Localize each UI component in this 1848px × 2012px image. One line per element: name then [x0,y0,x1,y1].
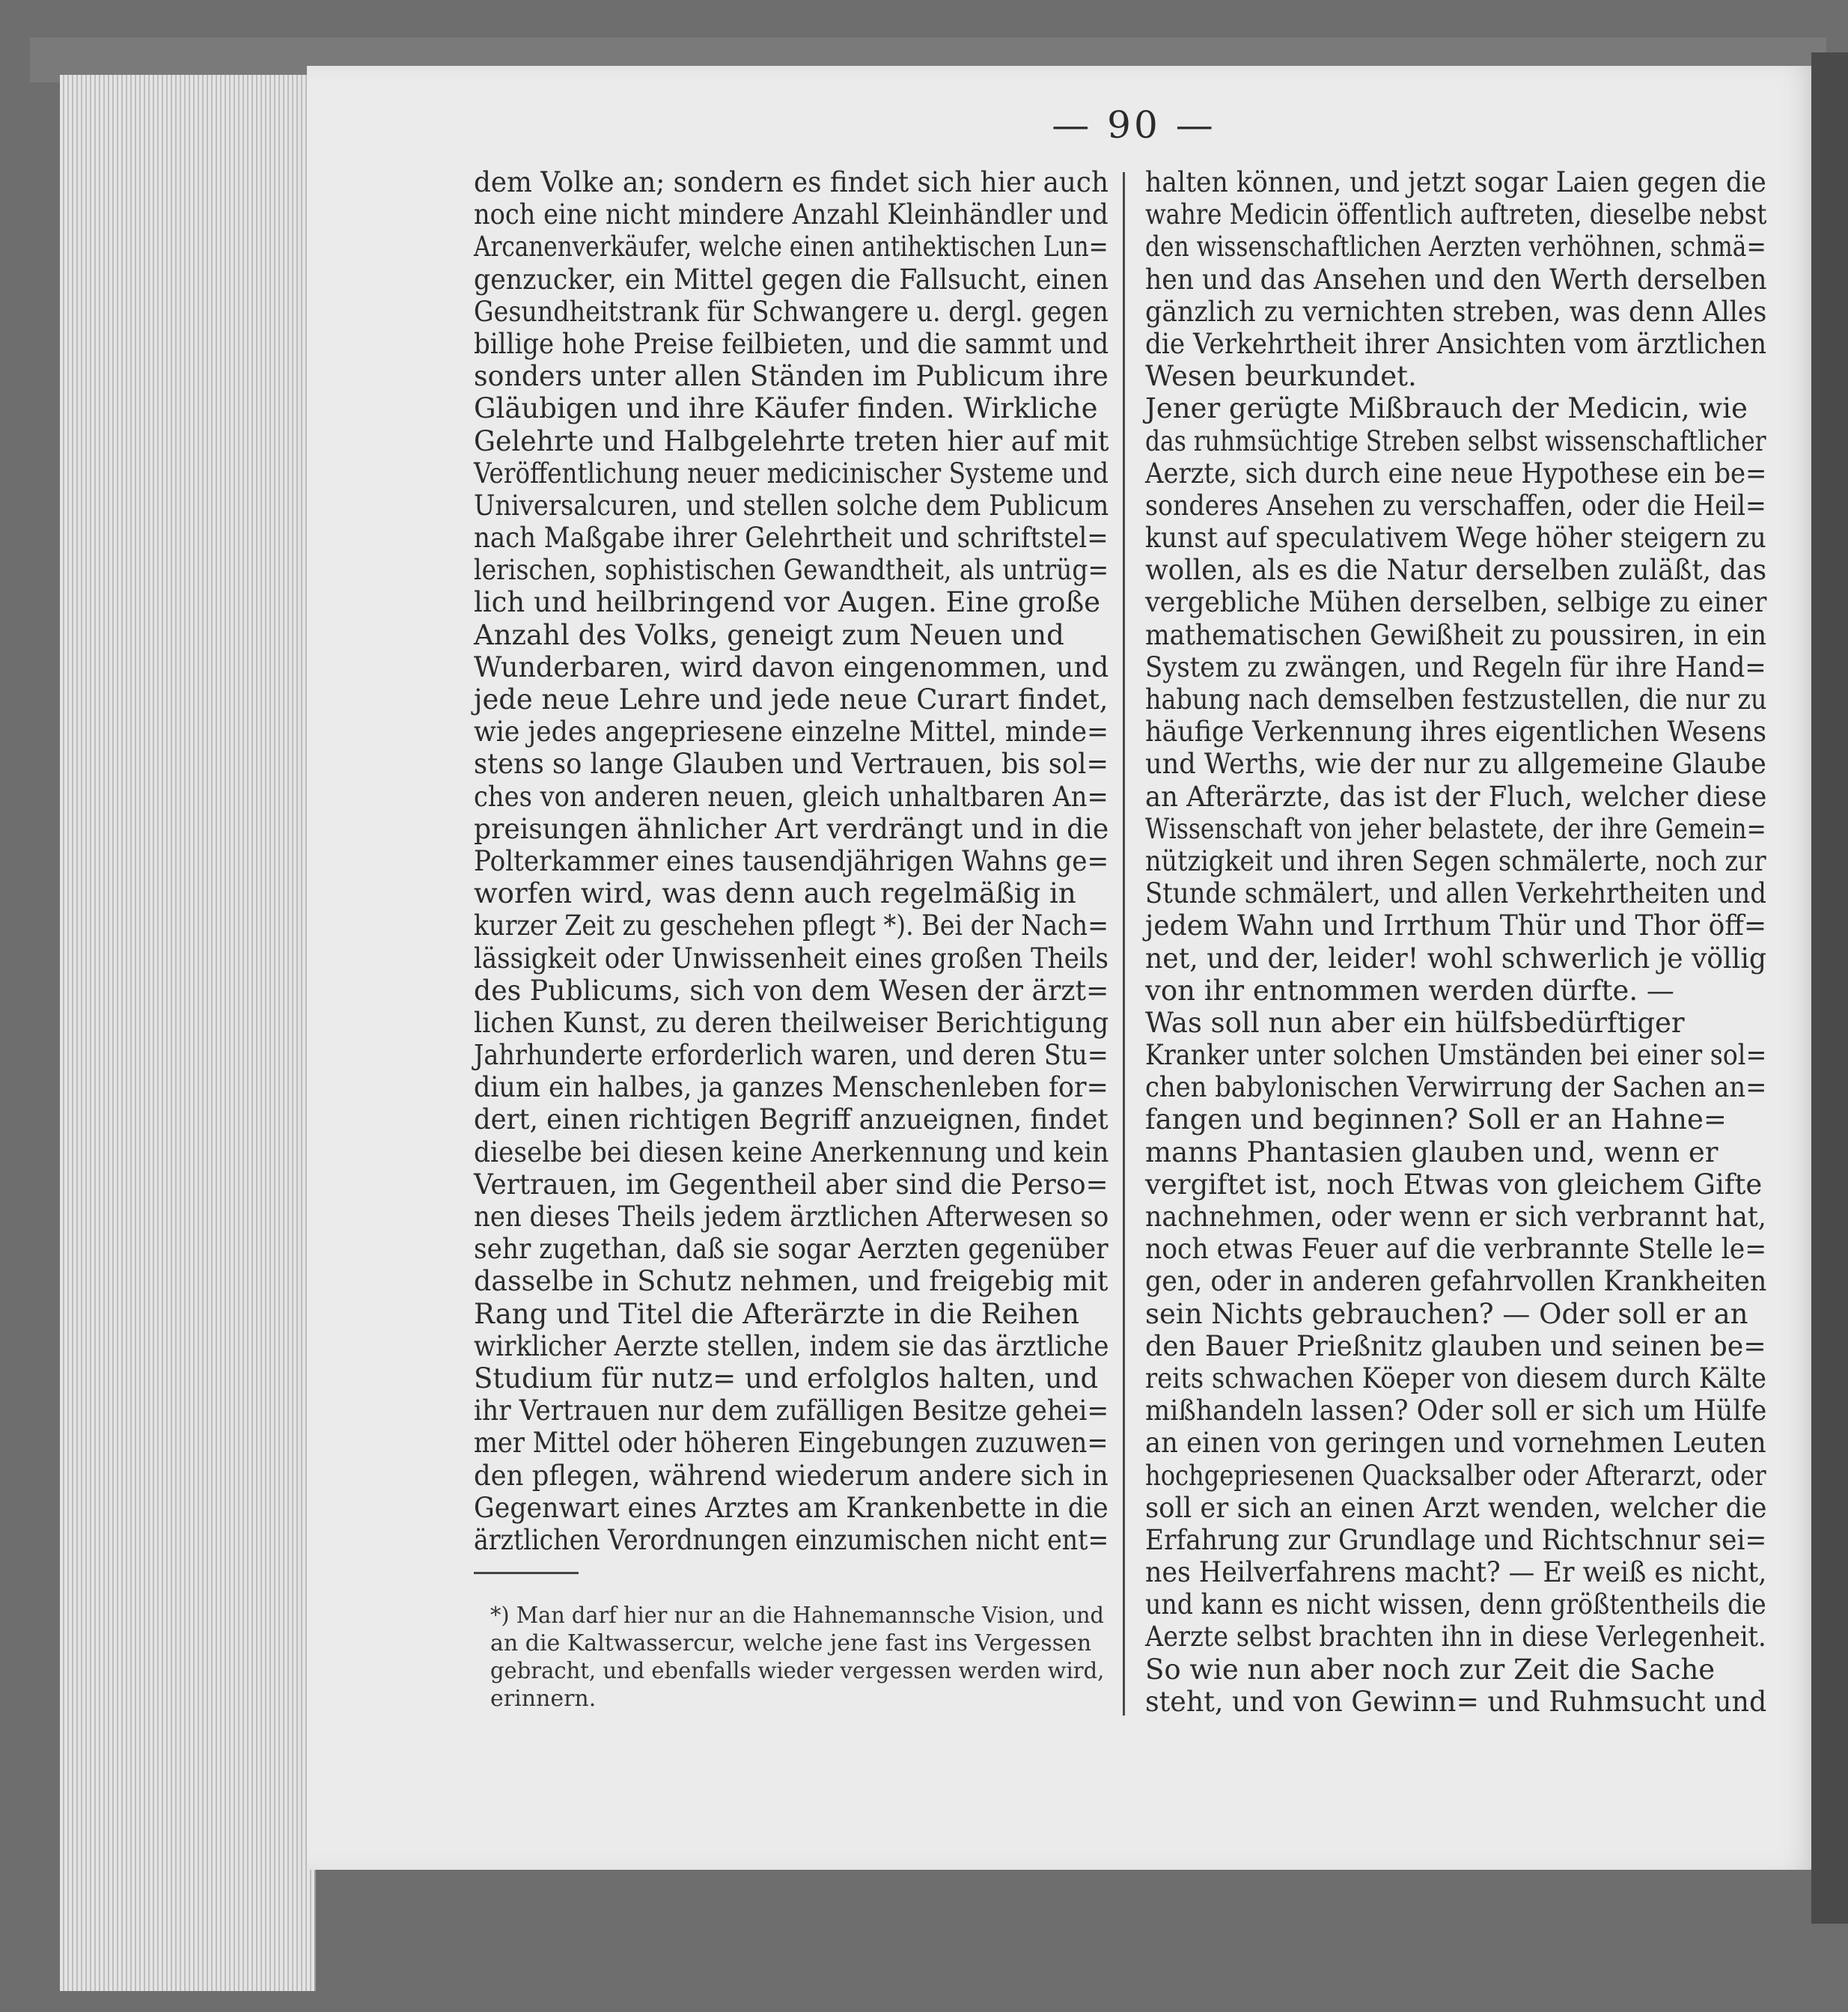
text-line: Stunde schmälert, und allen Verkehrtheiten und [1145,877,1766,910]
text-line: Gesundheitstrank für Schwangere u. dergl. gegen [474,295,1109,328]
text-line: vergiftet ist, noch Etwas von gleichem Gifte [1145,1168,1763,1201]
text-line: gebracht, und ebenfalls wieder vergessen werden wird, [490,1658,1105,1684]
text-line: nachnehmen, oder wenn er sich verbrannt hat, [1145,1201,1766,1233]
text-line: genzucker, ein Mittel gegen die Fallsucht, einen [474,263,1109,296]
text-line: Jahrhunderte erforderlich waren, und deren Stu= [474,1039,1109,1072]
text-line: System zu zwängen, und Regeln für ihre Hand= [1145,650,1766,683]
text-line: dasselbe in Schutz nehmen, und freigebig mit [474,1265,1109,1298]
footnote [490,1602,1104,1713]
text-line: wie jedes angepriesene einzelne Mittel, minde= [474,716,1109,749]
text-line: Studium für nutz= und erfolglos halten, und [474,1362,1099,1394]
text-line: Gegenwart eines Arztes am Krankenbette in die [474,1491,1109,1524]
text-line: sonderes Ansehen zu verschaffen, oder die Heil= [1145,489,1766,522]
text-line: lerischen, sophistischen Gewandtheit, als untrüg= [474,554,1109,587]
binding-gutter [1811,52,1848,1924]
text-line: Rang und Titel die Afterärzte in die Reihen [474,1297,1079,1330]
text-line: Was soll nun aber ein hülfsbedürftiger [1145,1006,1685,1039]
page-number: — 90 — [1052,103,1216,147]
text-line: Erfahrung zur Grundlage und Richtschnur sei= [1145,1523,1767,1556]
text-line: an einen von geringen und vornehmen Leuten [1145,1427,1766,1460]
text-line: hen und das Ansehen und den Werth derselben [1145,263,1767,296]
text-line: das ruhmsüchtige Streben selbst wissenschaftlicher [1145,424,1766,457]
text-line: sehr zugethan, daß sie sogar Aerzten gegenüber [474,1233,1109,1266]
text-line: Aerzte selbst brachten ihn in diese Verlegenheit. [1145,1621,1766,1653]
text-line: Universalcuren, und stellen solche dem Publicum [474,489,1109,522]
text-line: kunst auf speculativem Wege höher steigern zu [1145,522,1766,555]
text-line: sein Nichts gebrauchen? — Oder soll er an [1145,1297,1748,1330]
text-line: wahre Medicin öffentlich auftreten, dieselbe nebst [1145,198,1767,231]
text-line: manns Phantasien glauben und, wenn er [1145,1135,1719,1168]
text-line: mathematischen Gewißheit zu poussiren, in ein [1145,618,1767,651]
text-line: Wunderbaren, wird davon eingenommen, und [474,650,1109,683]
text-line: lich und heilbringend vor Augen. Eine große [474,586,1101,619]
text-line: noch eine nicht mindere Anzahl Kleinhändler und [474,198,1109,231]
text-line: jedem Wahn und Irrthum Thür und Thor öff= [1145,909,1767,942]
text-line: noch etwas Feuer auf die verbrannte Stelle le= [1145,1233,1767,1266]
text-line: Jener gerügte Mißbrauch der Medicin, wie [1145,392,1748,425]
stacked-page-edges [60,75,316,1991]
text-line: dem Volke an; sondern es findet sich hier auch [474,166,1109,198]
text-line: habung nach demselben festzustellen, die nur zu [1145,683,1767,716]
text-line: ches von anderen neuen, gleich unhaltbaren An= [474,780,1109,813]
text-line: von ihr entnommen werden dürfte. — [1145,974,1674,1007]
text-line: preisungen ähnlicher Art verdrängt und in die [474,812,1109,845]
text-line: dert, einen richtigen Begriff anzueignen, findet [474,1103,1109,1136]
text-line: wirklicher Aerzte stellen, indem sie das ärztliche [474,1329,1109,1362]
text-line: lässigkeit oder Unwissenheit eines großen Theils [474,942,1109,975]
column-divider [1123,172,1125,1716]
text-line: den Bauer Prießnitz glauben und seinen be= [1145,1329,1766,1362]
text-line: an Afterärzte, das ist der Fluch, welcher diese [1145,780,1767,813]
text-line: ärztlichen Verordnungen einzumischen nicht ent= [474,1523,1109,1556]
text-line: Anzahl des Volks, geneigt zum Neuen und [474,618,1064,651]
text-line: chen babylonischen Verwirrung der Sachen an= [1145,1071,1767,1104]
text-line: Gläubigen und ihre Käufer finden. Wirkliche [474,392,1098,425]
text-line: billige hohe Preise feilbieten, und die sammt und [474,327,1109,360]
text-line: Veröffentlichung neuer medicinischer Systeme und [474,457,1109,490]
text-line: ihr Vertrauen nur dem zufälligen Besitze gehei= [474,1394,1109,1427]
left-text-column [474,166,1109,1556]
text-line: Gelehrte und Halbgelehrte treten hier auf mit [474,424,1109,457]
right-text-column [1145,166,1766,1718]
text-line: nen dieses Theils jedem ärztlichen Afterwesen so [474,1201,1109,1233]
text-line: mer Mittel oder höheren Eingebungen zuzuwen= [474,1427,1109,1460]
text-line: stens so lange Glauben und Vertrauen, bis sol= [474,748,1109,781]
text-line: gänzlich zu vernichten streben, was denn Alles [1145,295,1767,328]
text-line: Kranker unter solchen Umständen bei einer sol= [1145,1039,1767,1072]
text-line: gen, oder in anderen gefahrvollen Krankheiten [1145,1265,1767,1298]
footnote-rule [474,1572,579,1574]
text-line: Vertrauen, im Gegentheil aber sind die Perso= [474,1168,1109,1201]
text-line: fangen und beginnen? Soll er an Hahne= [1145,1103,1727,1136]
text-line: soll er sich an einen Arzt wenden, welcher die [1145,1491,1767,1524]
text-line: nes Heilverfahrens macht? — Er weiß es nicht, [1145,1556,1767,1589]
text-line: halten können, und jetzt sogar Laien gegen die [1145,166,1766,198]
text-line: lichen Kunst, zu deren theilweiser Berichtigung [474,1006,1109,1039]
text-line: dium ein halbes, ja ganzes Menschenleben for= [474,1071,1109,1104]
text-line: Arcanenverkäufer, welche einen antihektischen Lun= [474,231,1109,263]
text-line: Wesen beurkundet. [1145,360,1417,393]
text-line: worfen wird, was denn auch regelmäßig in [474,877,1076,910]
text-line: Polterkammer eines tausendjährigen Wahns ge= [474,844,1109,877]
text-line: und Werths, wie der nur zu allgemeine Glaube [1145,748,1766,781]
text-line: dieselbe bei diesen keine Anerkennung und kein [474,1135,1109,1168]
text-line: So wie nun aber noch zur Zeit die Sache [1145,1653,1716,1686]
text-line: Aerzte, sich durch eine neue Hypothese ein be= [1145,457,1767,490]
text-line: vergebliche Mühen derselben, selbige zu einer [1145,586,1767,619]
text-line: häufige Verkennung ihres eigentlichen Wesens [1145,716,1767,749]
text-line: an die Kaltwassercur, welche jene fast ins Vergessen [490,1630,1092,1656]
text-line: sonders unter allen Ständen im Publicum ihre [474,360,1109,393]
text-line: jede neue Lehre und jede neue Curart findet, [474,683,1109,716]
text-line: und kann es nicht wissen, denn größtentheils die [1145,1588,1766,1621]
text-line: des Publicums, sich von dem Wesen der ärzt= [474,974,1109,1007]
text-line: net, und der, leider! wohl schwerlich je völlig [1145,942,1767,975]
text-line: nützigkeit und ihren Segen schmälerte, noch zur [1145,844,1766,877]
text-line: wollen, als es die Natur derselben zuläßt, das [1145,554,1767,587]
text-line: kurzer Zeit zu geschehen pflegt *). Bei der Nach= [474,909,1109,942]
text-line: hochgepriesenen Quacksalber oder Afterarzt, oder [1145,1459,1766,1492]
text-line: reits schwachen Köeper von diesem durch Kälte [1145,1362,1766,1394]
text-line: den pflegen, während wiederum andere sich in [474,1459,1109,1492]
text-line: steht, und von Gewinn= und Ruhmsucht und [1145,1685,1767,1718]
text-line: den wissenschaftlichen Aerzten verhöhnen, schmä= [1145,231,1766,263]
text-line: die Verkehrtheit ihrer Ansichten vom ärztlichen [1145,327,1767,360]
text-line: nach Maßgabe ihrer Gelehrtheit und schriftstel= [474,522,1109,555]
text-line: Wissenschaft von jeher belastete, der ihre Gemein= [1145,812,1766,845]
text-line: erinnern. [490,1686,597,1712]
text-line: mißhandeln lassen? Oder soll er sich um Hülfe [1145,1394,1767,1427]
text-line: *) Man darf hier nur an die Hahnemannsche Vision, und [490,1603,1104,1629]
